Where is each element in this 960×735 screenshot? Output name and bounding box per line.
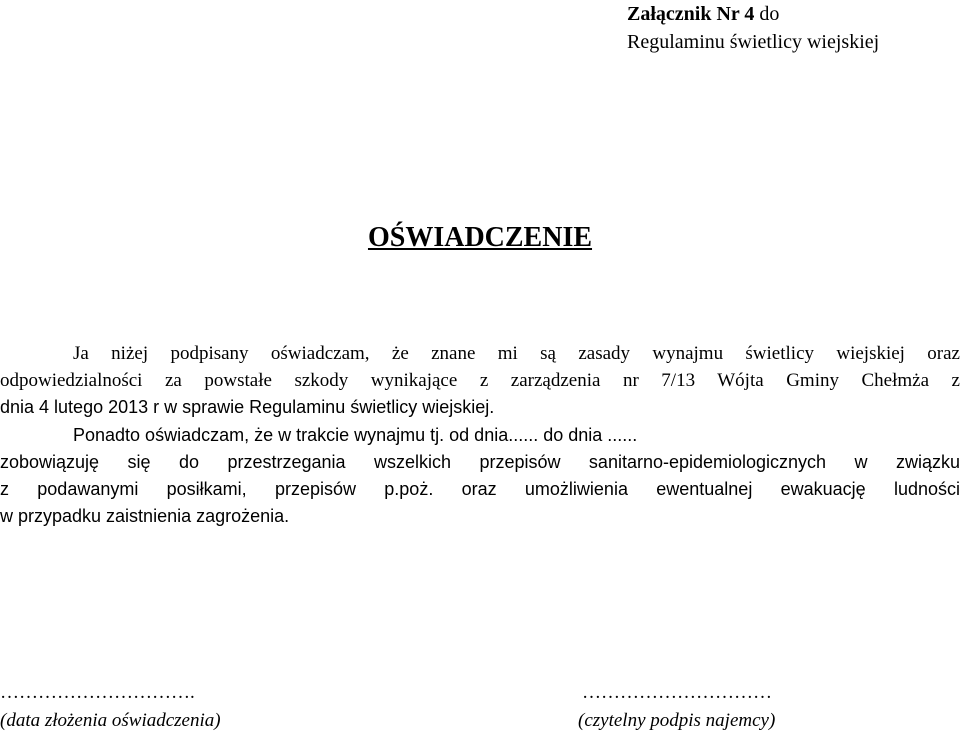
document-title: OŚWIADCZENIE — [367, 222, 593, 253]
declaration-body — [0, 340, 960, 530]
body-line-6: z podawanymi posiłkami, przepisów p.poż. oraz umożliwienia ewentualnej ewakuację ludności — [0, 478, 960, 499]
attachment-line-1 — [627, 0, 879, 28]
attachment-number: Załącznik Nr 4 — [627, 3, 755, 25]
body-line-7: w przypadku zaistnienia zagrożenia. — [0, 506, 290, 527]
body-line-2: odpowiedzialności za powstałe szkody wynikające z zarządzenia nr 7/13 Wójta Gminy Chełmża z — [0, 370, 960, 392]
date-dots: …………………………. — [0, 682, 195, 703]
attachment-line-2: Regulaminu świetlicy wiejskiej — [627, 31, 880, 53]
attachment-suffix: do — [754, 3, 780, 25]
signature-label: (czytelny podpis najemcy) — [578, 710, 776, 731]
body-line-5: zobowiązuję się do przestrzegania wszelkich przepisów sanitarno-epidemiologicznych w związku — [0, 451, 960, 472]
signature-date — [0, 679, 221, 735]
body-line-1: Ja niżej podpisany oświadczam, że znane mi są zasady wynajmu świetlicy wiejskiej oraz — [73, 343, 960, 364]
attachment-header — [627, 0, 879, 56]
signature-dots: ………………………… — [582, 682, 772, 703]
body-line-4: Ponadto oświadczam, że w trakcie wynajmu tj. od dnia...... do dnia ...... — [73, 424, 638, 445]
body-line-3: dnia 4 lutego 2013 r w sprawie Regulaminu świetlicy wiejskiej. — [0, 397, 495, 418]
signature-tenant — [578, 679, 775, 735]
date-label: (data złożenia oświadczenia) — [0, 710, 221, 731]
